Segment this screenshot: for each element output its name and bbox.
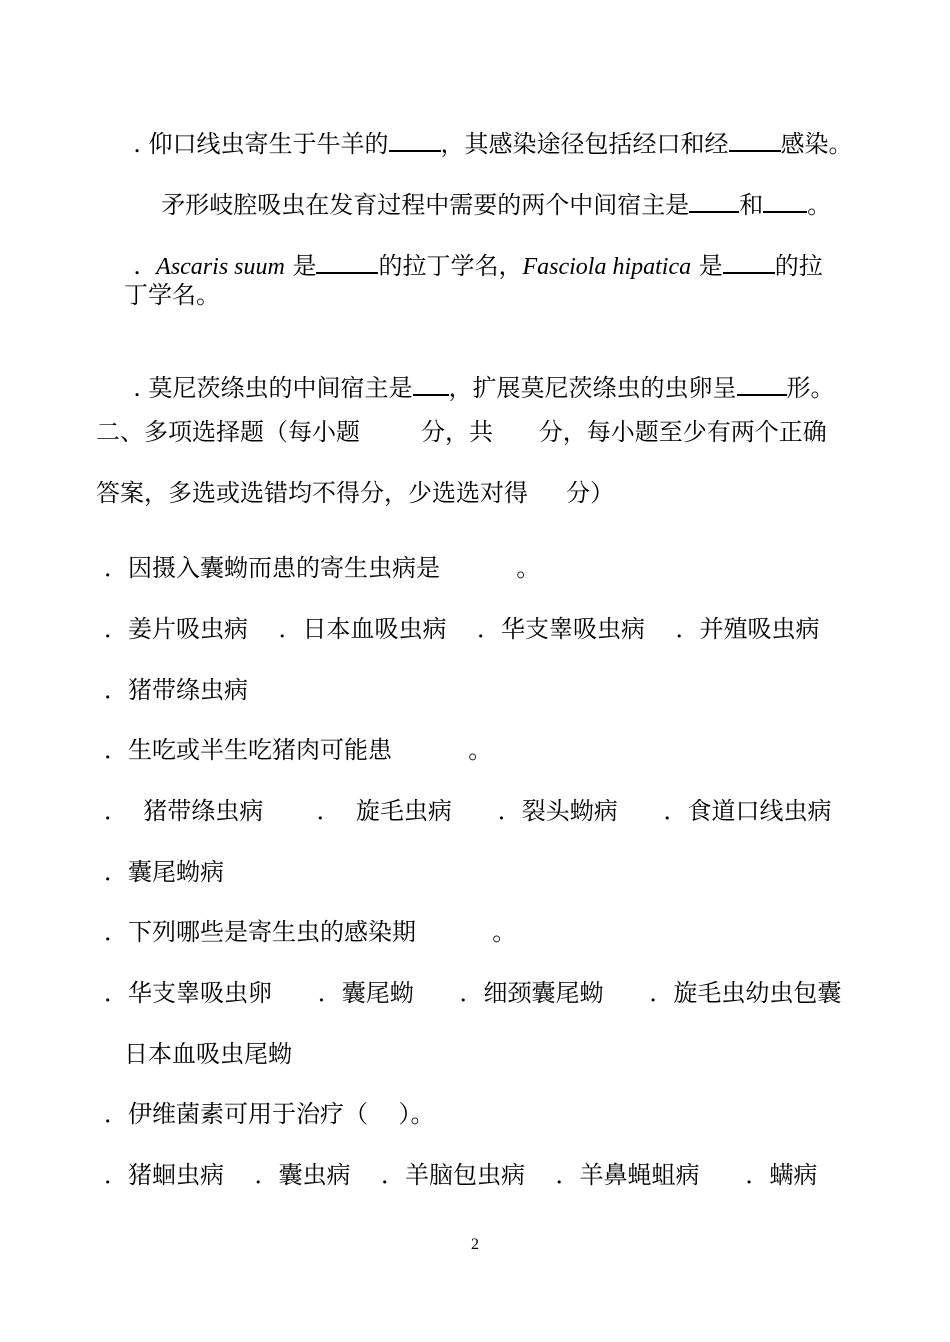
mc-question-2-options-2: ．囊尾蚴病 [104,858,224,886]
mc-question-2-options: ． 猪带绦虫病 ． 旋毛虫病 ．裂头蚴病 ．食道口线虫病 [104,797,832,825]
fill-question-3-continued: 丁学名。 [124,281,220,309]
fill-q3-text-d: 是 [691,252,723,280]
fill-q3-text-a: . [133,252,157,280]
fill-q1-text-c: 感染。 [780,130,853,158]
mc-question-3-options-2: 日本血吸虫尾蚴 [124,1040,292,1068]
blank [729,128,781,152]
mc-question-4-options: ．猪蛔虫病 ．囊虫病 ．羊脑包虫病 ．羊鼻蝇蛆病 ．螨病 [104,1161,818,1189]
fill-q4-text-a: . 莫尼茨绦虫的中间宿主是 [133,374,413,402]
mc-question-1-options-2: ．猪带绦虫病 [104,676,248,704]
blank [389,128,441,152]
mc-question-4-stem: ．伊维菌素可用于治疗（ ）。 [104,1100,435,1128]
mc-question-1-options: ．姜片吸虫病 ．日本血吸虫病 ．华支睾吸虫病 ．并殖吸虫病 [104,615,820,643]
fill-q2-text-a: 矛形岐腔吸虫在发育过程中需要的两个中间宿主是 [161,191,690,219]
fill-q3-text-c: 的拉丁学名， [378,252,523,280]
latin-name-fasciola: Fasciola hipatica [522,254,692,280]
blank [689,189,739,213]
blank [723,250,775,274]
blank [737,372,787,396]
fill-question-1 [118,96,853,160]
fill-q2-text-b: 和 [739,191,764,219]
mc-question-3-stem: ．下列哪些是寄生虫的感染期 。 [104,918,517,946]
blank [316,250,378,274]
mc-question-3-options: ．华支睾吸虫卵 ．囊尾蚴 ．细颈囊尾蚴 ．旋毛虫幼虫包囊 [104,979,842,1007]
section-2-heading-line-2: 答案，多选或选错均不得分，少选选对得 分） [96,479,615,507]
fill-q1-text-b: ，其感染途径包括经口和经 [440,130,729,158]
blank [413,372,449,396]
fill-q1-text-a: . 仰口线虫寄生于牛羊的 [133,130,389,158]
fill-q2-text-c: 。 [807,191,832,219]
fill-question-3 [118,218,823,283]
page-number: 2 [471,1236,479,1253]
fill-q4-text-c: 形。 [786,374,835,402]
latin-name-ascaris: Ascaris suum [156,254,285,280]
section-2-heading-line-1: 二、多项选择题（每小题 分，共 分，每小题至少有两个正确 [96,418,827,446]
mc-question-1-stem: ．因摄入囊蚴而患的寄生虫病是 。 [104,554,541,582]
fill-q3-text-e: 的拉 [774,252,823,280]
fill-q3-text-b: 是 [284,252,317,280]
fill-q4-text-b: ，扩展莫尼茨绦虫的虫卵呈 [448,374,737,402]
mc-question-2-stem: ．生吃或半生吃猪肉可能患 。 [104,736,493,764]
fill-question-2 [146,157,831,221]
blank [763,189,807,213]
fill-question-4 [118,340,835,404]
